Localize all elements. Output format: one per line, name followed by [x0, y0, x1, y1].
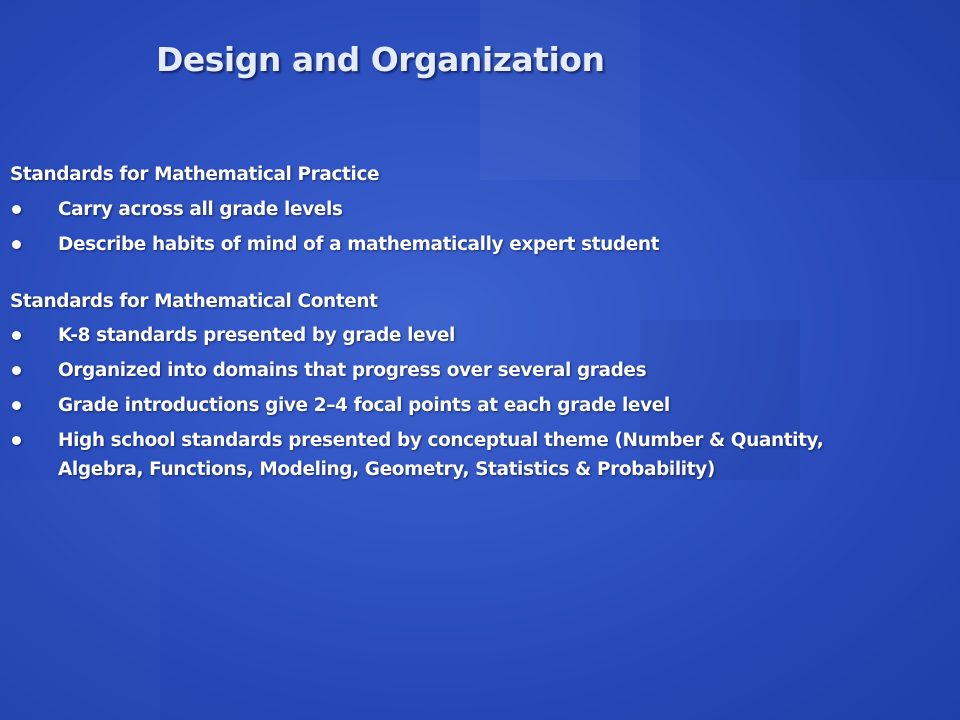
- bullet-dot-icon: [12, 205, 21, 214]
- bullet-text: Organized into domains that progress over several grades: [58, 360, 647, 382]
- background-panel: [480, 0, 640, 180]
- bullet-list: [10, 321, 830, 484]
- bullet-dot-icon: [12, 366, 21, 375]
- slide-title: Design and Organization: [156, 40, 605, 79]
- bullet-dot-icon: [12, 436, 21, 445]
- bullet-dot-icon: [12, 240, 21, 249]
- bullet-item: [10, 195, 830, 224]
- bullet-dot-icon: [12, 401, 21, 410]
- section-heading: Standards for Mathematical Practice: [10, 164, 380, 185]
- bullet-item: [10, 356, 830, 385]
- section-heading: Standards for Mathematical Content: [10, 290, 378, 312]
- background-panel: [800, 0, 960, 180]
- section-mathematical-practice: [10, 160, 830, 259]
- bullet-item: [10, 426, 830, 484]
- section-mathematical-content: [10, 287, 830, 485]
- bullet-text: Carry across all grade levels: [58, 198, 343, 220]
- bullet-item: [10, 321, 830, 350]
- slide-body: [10, 160, 830, 490]
- bullet-text: Grade introductions give 2–4 focal points at each grade level: [58, 395, 670, 417]
- bullet-text: K-8 standards presented by grade level: [58, 325, 455, 347]
- background-panel: [0, 480, 160, 720]
- bullet-item: [10, 230, 830, 259]
- bullet-item: [10, 391, 830, 420]
- bullet-list: [10, 195, 830, 259]
- bullet-text: Describe habits of mind of a mathematically expert student: [58, 233, 660, 255]
- bullet-dot-icon: [12, 331, 21, 340]
- bullet-text: High school standards presented by conceptual theme (Number & Quantity, Algebra, Functions, Modeling, Geometry, Statistics & Probability): [58, 430, 824, 481]
